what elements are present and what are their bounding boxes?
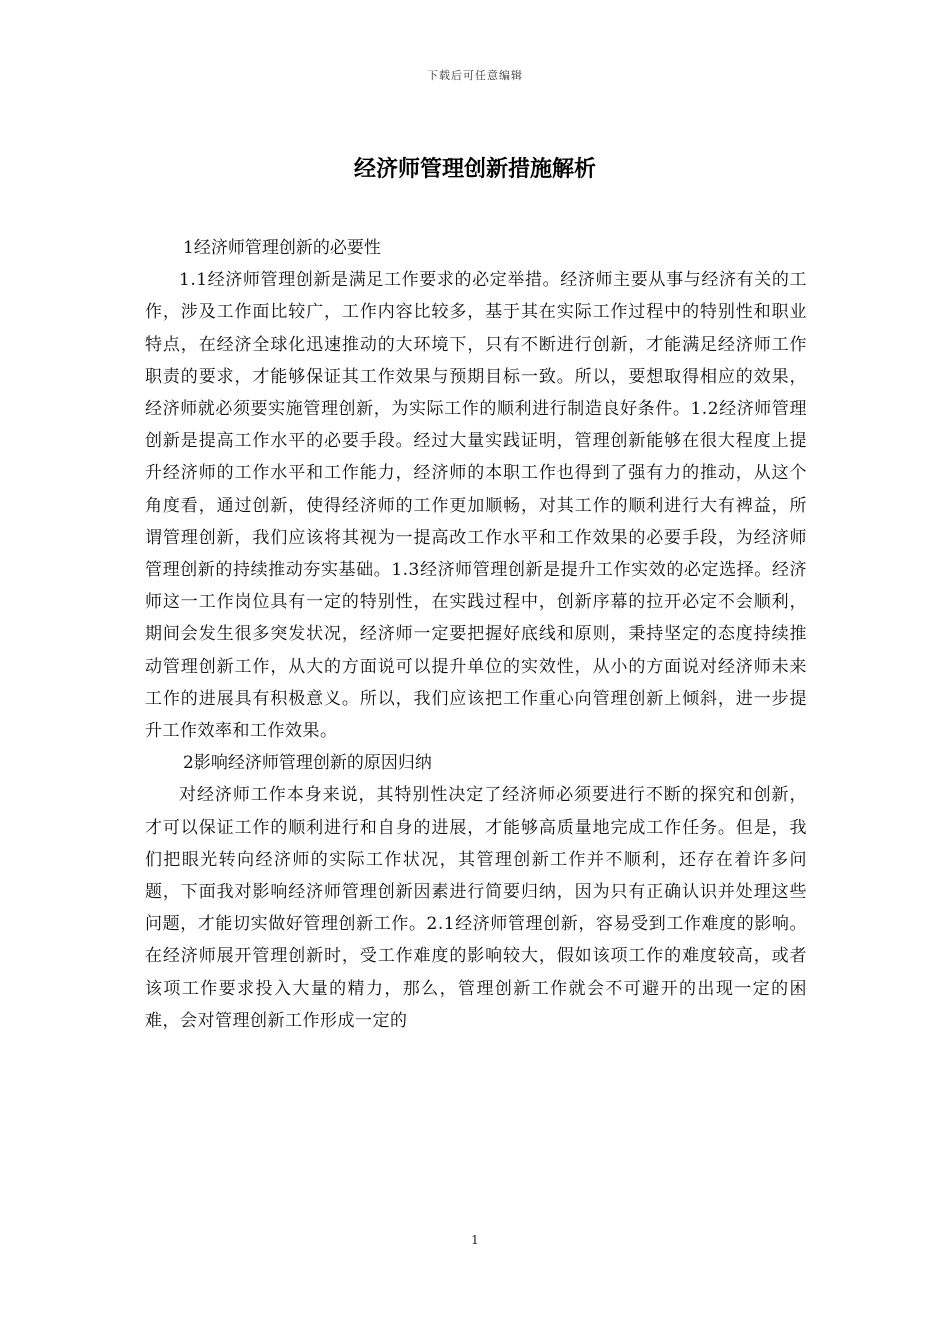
- document-body: [145, 232, 807, 1037]
- document-title: 经济师管理创新措施解析: [353, 157, 596, 182]
- section-1-paragraph: 1.1经济师管理创新是满足工作要求的必定举措。经济师主要从事与经济有关的工作，涉及工作面比较广，工作内容比较多，基于其在实际工作过程中的特别性和职业特点，在经济全球化迅速推动的大环境下，只有不断进行创新，才能满足经济师工作职责的要求，才能够保证其工作效果与预期目标一致。所以，要想取得相应的效果，经济师就必须要实施管理创新，为实际工作的顺利进行制造良好条件。1.2经济师管理创新是提高工作水平的必要手段。经过大量实践证明，管理创新能够在很大程度上提升经济师的工作水平和工作能力，经济师的本职工作也得到了强有力的推动，从这个角度看，通过创新，使得经济师的工作更加顺畅，对其工作的顺利进行大有裨益，所谓管理创新，我们应该将其视为一提高改工作水平和工作效果的必要手段，为经济师管理创新的持续推动夯实基础。1.3经济师管理创新是提升工作实效的必定选择。经济师这一工作岗位具有一定的特别性，在实践过程中，创新序幕的拉开必定不会顺利，期间会发生很多突发状况，经济师一定要把握好底线和原则，秉持坚定的态度持续推动管理创新工作，从大的方面说可以提升单位的实效性，从小的方面说对经济师未来工作的进展具有积极意义。所以，我们应该把工作重心向管理创新上倾斜，进一步提升工作效率和工作效果。: [145, 270, 807, 742]
- section-1-heading: 1经济师管理创新的必要性: [183, 238, 381, 258]
- section-2-paragraph: 对经济师工作本身来说，其特别性决定了经济师必须要进行不断的探究和创新，才可以保证工作的顺利进行和自身的进展，才能够高质量地完成工作任务。但是，我们把眼光转向经济师的实际工作状况，其管理创新工作并不顺利，还存在着许多问题，下面我对影响经济师管理创新因素进行简要归纳，因为只有正确认识并处理这些问题，才能切实做好管理创新工作。2.1经济师管理创新，容易受到工作难度的影响。在经济师展开管理创新时，受工作难度的影响较大，假如该项工作的难度较高，或者该项工作要求投入大量的精力，那么，管理创新工作就会不可避开的出现一定的困难，会对管理创新工作形成一定的: [145, 785, 807, 1031]
- header-note: 下载后可任意编辑: [427, 69, 523, 82]
- section-2-heading: 2影响经济师管理创新的原因归纳: [183, 753, 432, 774]
- page-number: 1: [471, 1233, 479, 1247]
